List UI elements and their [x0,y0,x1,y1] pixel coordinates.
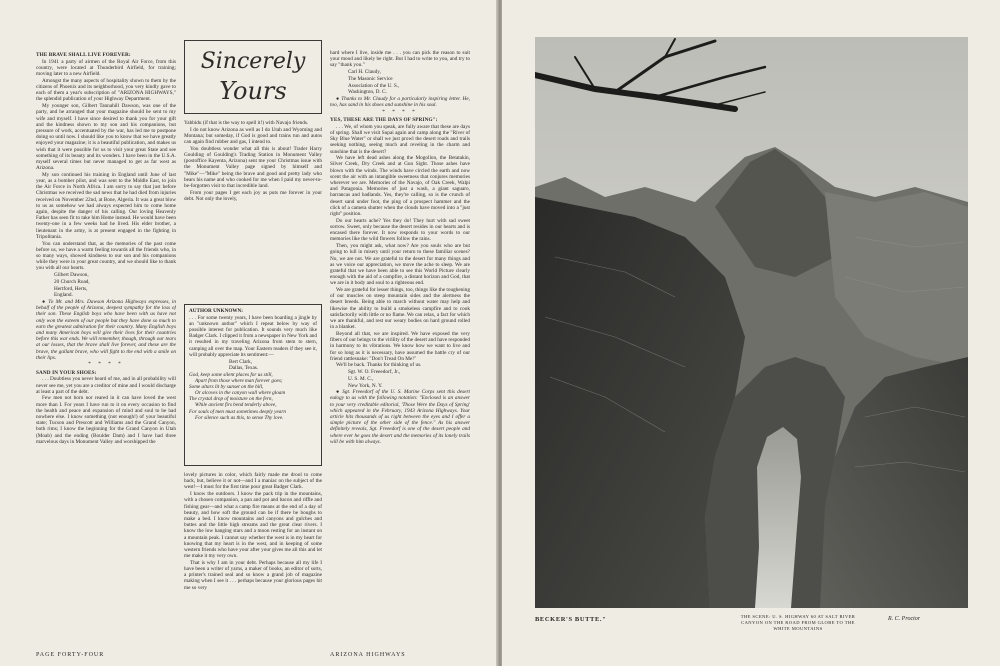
column-2-bottom [184,472,322,634]
signature-line: Carl H. Claudy, [348,69,381,76]
paragraph: That is why I am in your debt. Perhaps because all my life I have been a writer of yarns, a maker of books, an editor of sorts, a printer's trained seal and so know a grand job of magazine making when I see it . . . perhaps because your glorious pages hit me so very [184,559,322,591]
signature-line: Washington, D. C. [348,89,387,96]
poem-line: Apart from those where man forever goes; [195,378,283,385]
signature-line: England. [54,292,73,299]
editor-note: ● Sgt. Freeedorf of the U. S. Marine Corps sent this desert eulogy to us with the following notation: "Enclosed is an answer to your very creditable editorial, 'Those Were the Days of Spring' which appeared in the February, 1943 Arizona Highways. Your article hits thousands of us right between the eyes and I offer a simple picture of the other side of the fence." As his answer definitely reveals, Sgt. Freeedorf is one of the desert people and where ever he goes the desert and the memories of its lonely trails will be with him always. [330,389,470,445]
poem [189,372,317,421]
magazine-name: ARIZONA HIGHWAYS [330,652,406,658]
section-heading: THE BRAVE SHALL LIVE FOREVER: [36,52,131,58]
paragraph: I know the outdoors. I know the pack trip in the mountains, with a chosen companion, a pan and pot and bacon and riffle and fishing gear—and what a camp fire means at the end of a day of beauty, and how soft the ground can be if there be boughs to make a bed. I know mountains and canyons and gulches and buttes and the little high streams and the great clear rivers. I know the low hanging stars and a moon resting for an instant on a mountain peak. I cannot say whether the west is in my heart for knowing that my heart is in the west, and in keeping of some western friends who have your after your gives me all this and let me make it my very own. [184,491,322,560]
paragraph: Then, you might ask, what now? Are you souls who are but going to lull in misery until your return to these familiar scenes? No, we are not. We are grateful to the desert for many things and as we voice our appreciation, we move the ache to sleep. We are grateful that we have been able to see this World Picture clearly enough with the aid of a campfire, a distant horizon and God, that we are in it body and soul to a righteous end. [330,243,470,287]
paragraph: In 1941 a party of airmen of the Royal Air Force, from this country, were located at Thunderbird Airfield, for training; moving later to a new Airfield. [36,58,176,78]
signature-line: The Masonic Service [348,75,393,82]
heading-line-2: Yours [219,77,287,105]
sincerely-yours-heading [184,40,322,114]
paragraph: Few men not born nor reared in it can have loved the west more than I. For years I have run to it on every occasion to find the health and peace and expansion of mind and soul to be had nowhere else. I know something (not enough!) of your beautiful state; Tucson and Prescott and Williams and the Grand Canyon, both rims; I know the beginning for the Grand Canyon in Utah (Moab) and the ending (Boulder Dam) and I have had three marvelous days in Monument Valley and worshipped the [36,395,176,445]
poem-line: While ancient firs bend tenderly above, [195,402,277,409]
photo-caption-title: BECKER'S BUTTE." [535,616,607,623]
paragraph: lovely pictures in color, which fairly made me drool to come back, but, believe it or not—and I a maniac on the subject of the west!—I must for the first time pour great Badger Clark. [184,472,322,491]
signature-line: 20 Church Road, [54,278,90,285]
signature-line: Gilbert Dawson, [54,272,89,279]
poem-line: Or alcoves in the canyon wall where gloam [195,390,286,397]
poem-line: God, keep some silent places for us still, [189,371,273,378]
box-sig-name: Bert Clark, [229,358,253,365]
separator: * * * * [382,108,418,115]
section-heading: SAND IN YOUR SHOES: [36,369,97,376]
poem-line: For silence such as this, to sense Thy love. [195,414,284,421]
column-2-top [184,120,322,298]
paragraph: Beyond all that, we are inspired. We have exposed the very fibers of our beings to the virility of the desert and have responded in harmony to its vibrations. We know how we want to live and for so long as it is necessary, have assumed the battle cry of our friend rattlesnake: "Don't Tread On Me!" [330,330,470,362]
paragraph: Do our hearts ache? Yes they do! They hurt with sad sweet sorrow. Sweet, only because the desert resides in our hearts and is encased there forever. It now responds to your words to our memories like the wild flowers follow the rains. [330,217,470,243]
paragraph: . . . Doubtless you never heard of me, and in all probability will never see me, yet you are a creditor of mine and I would discharge at least a part of the debt. [36,376,176,395]
separator: * * * * [88,361,124,368]
signature-line: Hertford, Herts, [54,285,88,292]
canyon-photograph [535,37,968,608]
paragraph: You can understand that, as the memories of the past come before us, we have a warm feeling towards all the friends who, in so many ways, showed kindness to our son and his companions while they were in your great country, and we should like to thank you with all our hearts. [36,240,176,272]
signature-line: Association of the U. S., [348,82,400,89]
editor-note: ● To Mr. and Mrs. Dawson Arizona Highways expresses, in behalf of the people of Arizona, deepest sympathy for the loss of their son. These English boys who have been with us have not only won the esteem of our people but they have done so much to earn the greatest admiration for their country. Many English boys and many American boys will give their lives for their countries before this war ends. We will remember, though, through our tears at our losses, that the brave shall live forever, and these are the brave, the gallant brave, who will fight to the end with a smile on their lips. [36,298,176,361]
box-body: . . . For some twenty years, I have been hoarding a jingle by an "unknown author" which I repeat below by way of possible interest for publication. It sounds very much like Badger Clark. I clipped it from a newspaper in New York and it resulted in my traveling Arizona from stem to stern, camping all over the map. Your Eastern readers if they see it, will probably appreciate its sentiment:— [189,315,317,358]
poem-line: For souls of men must sometimes deeply yearn [189,408,286,415]
paragraph: We are grateful for lesser things, too, things like the toughening of our muscles on steep mountain sides and the alertness the desert breeds. Being able to march without water may help and likewise the ability to build a smokeless campfire and to cook satisfactorily with little or no flame. We can relax, a fact for which we are thankful, and rest our weary bodies on hard ground rolled in a blanket. [330,287,470,331]
right-page [502,0,1000,666]
page-number: PAGE FORTY-FOUR [36,652,105,658]
author-unknown-box [184,304,322,466]
signature-line: U. S. M. C., [348,375,374,382]
paragraph: I do not know Arizona as well as I do Utah and Wyoming and Montana; but someday, if God is good and trains run and autos can again find rubber and gas, I intend to. [184,126,322,146]
section-heading: YES, THESE ARE THE DAYS OF SPRING": [330,117,438,124]
paragraph: We'll be back. Thanks for thinking of us. [336,362,422,369]
paragraph: My younger son, Gilbert Tannahill Dawson, was one of the party, and he arranged that your magazine should be sent to my wife and myself. I have since desired to thank you for your gift and the kindness shown to my son and his companions, but pressure of work, accentuated by the war, has led me to postpone doing so until now. I should like you to know that we have greatly enjoyed your magazine; it is a beautiful publication, and makes us wish that it were possible for us to visit your great State and see something of its beauty and its wonders. I have been in the U.S.A. myself several times but never managed to get as far west as Arizona. [36,103,176,172]
photo-credit: R. C. Proctor [888,616,921,622]
paragraph: . . . We, of whom you speak, are fully aware that these are days of spring. Shall we visit Supai again and camp along the "River of Sky Blue Water" or shall we just prowl the desert roads and trails seeking nothing, seeing much and reveling in the charm and sunshine that is the desert? [330,123,470,155]
left-page [0,0,498,666]
box-sig-place: Dallas, Texas. [229,364,259,371]
photo-caption-description: THE SCENE: U. S. HIGHWAY 60 AT SALT RIVER CANYON ON THE ROAD FROM GLOBE TO THE WHITE MOUNTAINS [740,614,856,631]
paragraph: Yabbidu (if that is the way to spell it!) with Navajo friends. [184,120,309,126]
paragraph: hard where I live, inside me . . . you can pick the reason to suit your mood and likely be right. But I had to write to you, and try to say "thank you." [330,50,470,69]
paragraph: You doubtless wonder what all this is about! Trader Harry Goulding of Goulding's Trading Station in Monument Valley (postoffice Kayenta, Arizona) sent me your Christmas issue with the Monument Valley page signed by himself and "Mike"—"Mike" being the brave and good and pretty lady who bears his name and who cooked for me when I paid my never-to-be-forgotten visit to that incredible land. [184,145,322,190]
paragraph: We have left dead ashes along the Mogollon, the Betatakin, Silver Creek, Dry Creek and at Gun Sight. Those ashes have blown with the winds. The winds have circled the earth and now scent the air with an intangible sweetness that conjures memories wherever we are. Memories of the Navajo, of Oak Creek, Walpi and Patagonia. Memories of just a wash, a giant saguaro, barrancas and badlands. Yes, they're calling, so is the crunch of desert sand under foot, the ping of a prospect hammer and the click of a camera shutter when the clouds have moved into a "just right" position. [330,155,470,218]
signature-line: Sgt. W. O. Freeedorf, Jr., [348,369,401,376]
paragraph: Amongst the many aspects of hospitality shown to them by the citizens of Phoenix and its neighborhood, you very kindly gave to each of them a year's subscription of "ARIZONA HIGHWAYS," the splendid publication of your Highway Department. [36,77,176,103]
poem-line: The crystal drop of moisture on the fern, [189,396,273,403]
paragraph: My son continued his training in England until June of last year, as a bomber pilot, and was sent to the Middle East, to join the Air Force in North Africa. I am sorry to say that just before Christmas we received the sad news that he had died from injuries received on November 22nd, at Bone, Algeria. It was a great blow to us as somehow we had always expected him to come home again, despite the danger of his calling. Our loving Heavenly Father has seen fit to take him Home instead. He would have been twenty-one in a few weeks had he lived. His elder brother, a lieutenant in the army, is at present engaged in the fighting in Tripolitania. [36,171,176,240]
editor-note: ● Thanks to Mr. Claudy for a particularly inspiring letter. He, too, has sand in his shoes and sunshine in his soul. [330,95,470,109]
box-heading: AUTHOR UNKNOWN: [189,308,244,314]
column-1 [36,50,176,630]
heading-line-1: Sincerely [200,49,306,74]
column-3 [330,50,470,634]
canyon-photo-illustration [535,37,968,608]
signature-line: New York, N. Y. [348,382,383,389]
poem-line: Some altars lit by sunset on the hill, [189,384,264,391]
paragraph: From your pages I get each joy as puts me forever in your debt. Not only the lovely, [184,189,322,202]
